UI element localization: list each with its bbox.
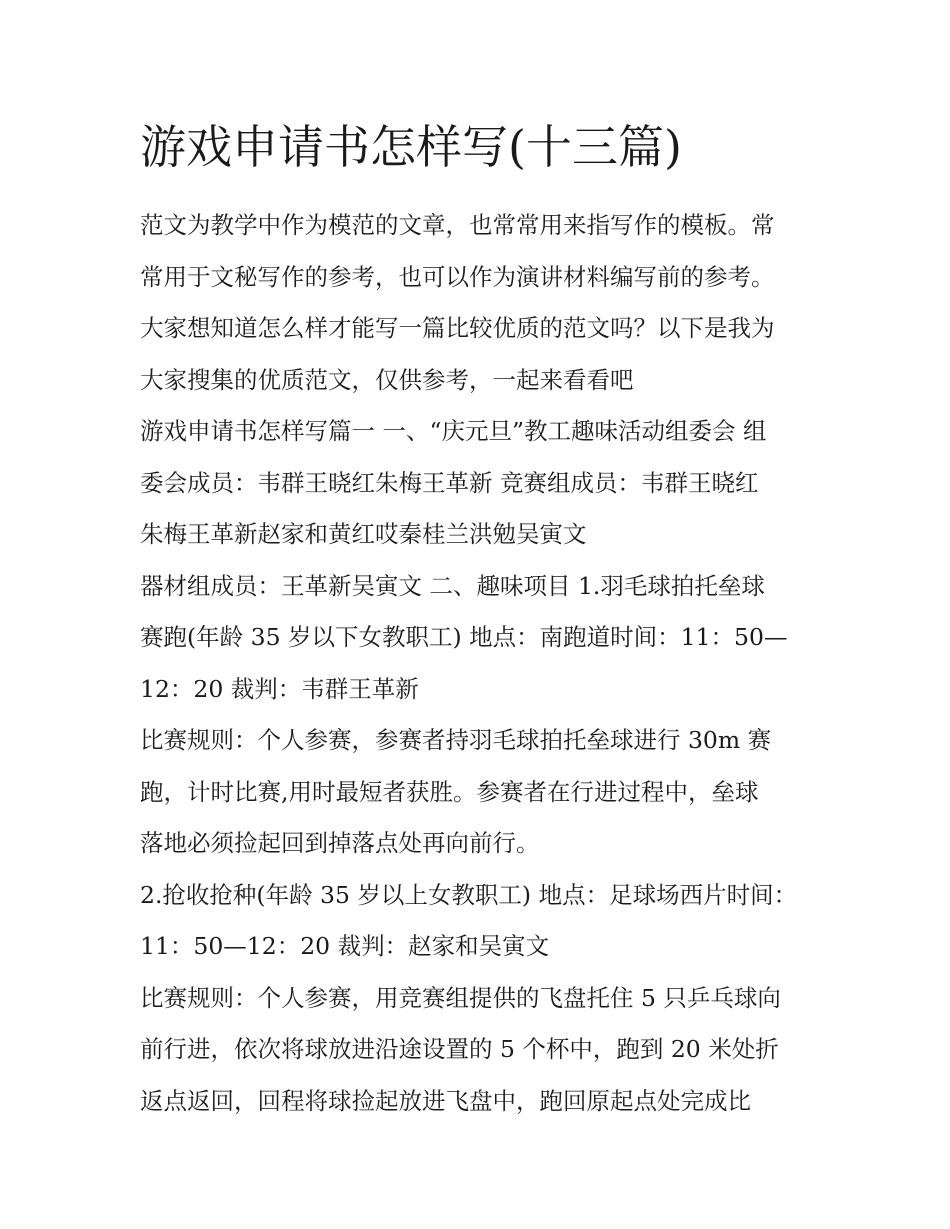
text-line: 12：20 裁判：韦群王革新 — [140, 674, 419, 703]
text-line: 范文为教学中作为模范的文章，也常常用来指写作的模板。常 — [140, 211, 775, 239]
text-line: 比赛规则：个人参赛，参赛者持羽毛球拍托垒球进行 30m 赛 — [140, 726, 772, 754]
text-line: 2.抢收抢种(年龄 35 岁以上女教职工) 地点：足球场西片时间： — [140, 880, 798, 909]
text-line: 跑，计时比赛,用时最短者获胜。参赛者在行进过程中，垒球 — [140, 777, 759, 806]
text-line: 返点返回，回程将球捡起放进飞盘中，跑回原起点处完成比 — [140, 1086, 751, 1115]
text-line: 落地必须捡起回到掉落点处再向前行。 — [140, 829, 540, 857]
text-line: 朱梅王革新赵家和黄红哎秦桂兰洪勉吴寅文 — [140, 520, 587, 548]
document-body — [140, 200, 820, 1127]
text-line: 比赛规则：个人参赛，用竞赛组提供的飞盘托住 5 只乒乓球向 — [140, 983, 781, 1012]
text-line: 11：50—12：20 裁判：赵家和吴寅文 — [140, 932, 550, 960]
text-line: 委会成员：韦群王晓红朱梅王革新 竞赛组成员：韦群王晓红 — [140, 468, 759, 497]
text-line: 大家想知道怎么样才能写一篇比较优质的范文吗？以下是我为 — [140, 314, 775, 342]
text-line: 常用于文秘写作的参考，也可以作为演讲材料编写前的参考。 — [140, 262, 775, 291]
text-line: 器材组成员：王革新吴寅文 二、趣味项目 1.羽毛球拍托垒球 — [140, 571, 765, 600]
text-line: 前行进，依次将球放进沿途设置的 5 个杯中，跑到 20 米处折 — [140, 1035, 779, 1063]
text-line: 大家搜集的优质范文，仅供参考，一起来看看吧 — [140, 365, 634, 394]
document-title: 游戏申请书怎样写(十三篇) — [140, 120, 682, 174]
text-line: 赛跑(年龄 35 岁以下女教职工) 地点：南跑道时间：11：50— — [140, 623, 788, 651]
text-line: 游戏申请书怎样写篇一 一、“庆元旦”教工趣味活动组委会 组 — [140, 417, 767, 445]
